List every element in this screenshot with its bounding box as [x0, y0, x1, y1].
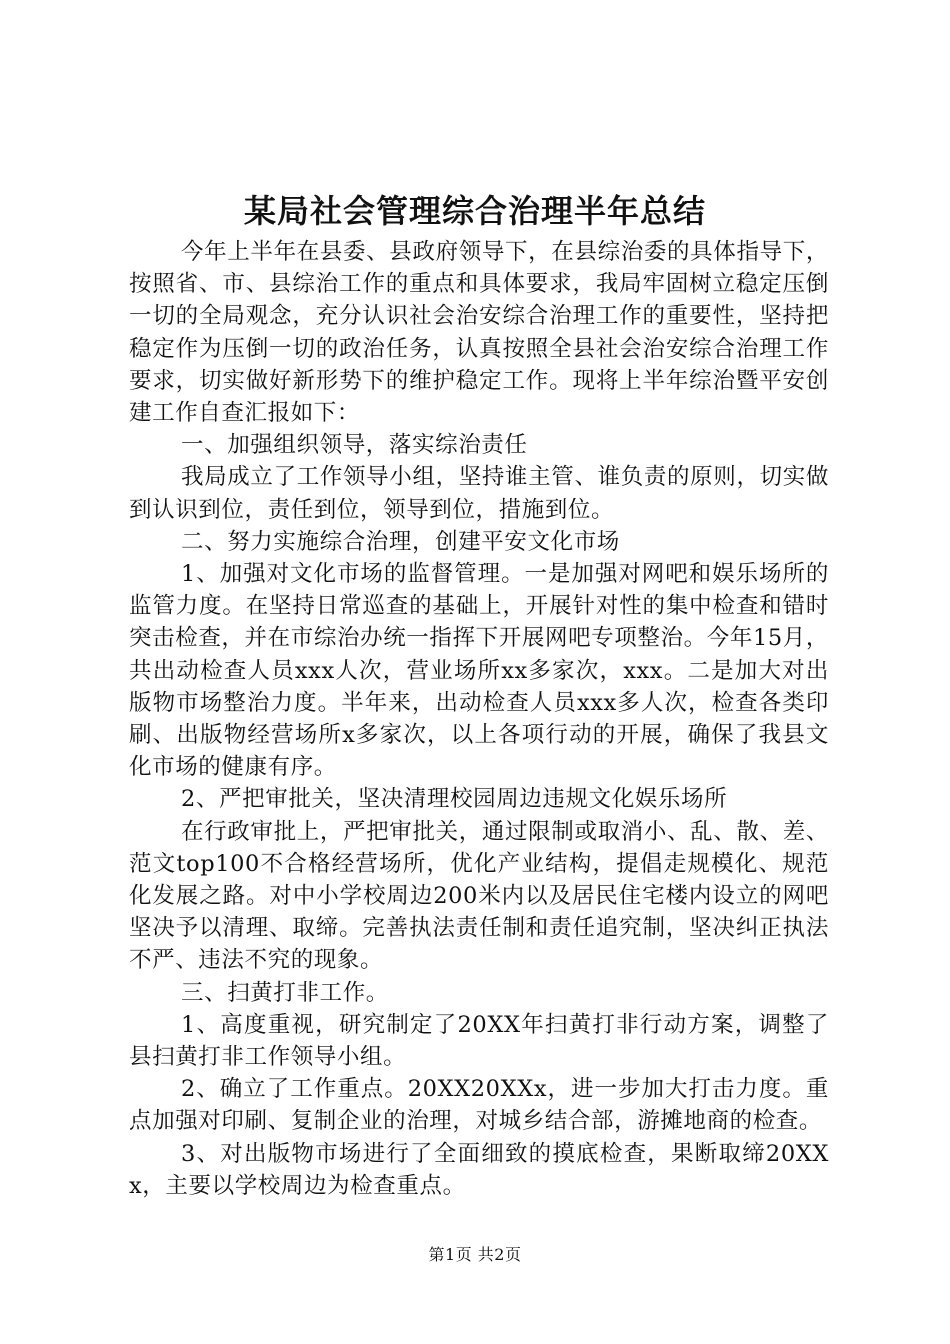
paragraph-item-3-2: 2、确立了工作重点。20XX20XXx，进一步加大打击力度。重点加强对印刷、复制企业的治理，对城乡结合部，游摊地商的检查。	[129, 1076, 829, 1135]
page-number: 第1页 共2页	[428, 1245, 522, 1264]
section-heading-3: 三、扫黄打非工作。	[181, 979, 389, 1006]
paragraph-item-3-1: 1、高度重视，研究制定了20XX年扫黄打非行动方案，调整了县扫黄打非工作领导小组。	[129, 1011, 829, 1071]
paragraph-item-3-3: 3、对出版物市场进行了全面细致的摸底检查，果断取缔20XXx，主要以学校周边为检查重点。	[129, 1140, 829, 1199]
paragraph-item-2-1: 1、加强对文化市场的监督管理。一是加强对网吧和娱乐场所的监管力度。在坚持日常巡查的基础上，开展针对性的集中检查和错时突击检查，并在市综治办统一指挥下开展网吧专项整治。今年15月，共出动检查人员xxx人次，营业场所xx多家次，xxx。二是加大对出版物市场整治力度。半年来，出动检查人员xxx多人次，检查各类印刷、出版物经营场所x多家次，以上各项行动的开展，确保了我县文化市场的健康有序。	[129, 561, 829, 781]
section-heading-2: 二、努力实施综合治理，创建平安文化市场	[181, 528, 620, 555]
paragraph-section-1: 我局成立了工作领导小组，坚持谁主管、谁负责的原则，切实做到认识到位，责任到位，领导到位，措施到位。	[129, 464, 829, 523]
paragraph-item-2-2: 在行政审批上，严把审批关，通过限制或取消小、乱、散、差、范文top100不合格经营场所，优化产业结构，提倡走规模化、规范化发展之路。对中小学校周边200米内以及居民住宅楼内设立的网吧坚决予以清理、取缔。完善执法责任制和责任追究制，坚决纠正执法不严、违法不究的现象。	[129, 818, 829, 974]
document-title: 某局社会管理综合治理半年总结	[243, 192, 706, 230]
paragraph-intro: 今年上半年在县委、县政府领导下，在县综治委的具体指导下，按照省、市、县综治工作的重点和具体要求，我局牢固树立稳定压倒一切的全局观念，充分认识社会治安综合治理工作的重要性，坚持把稳定作为压倒一切的政治任务，认真按照全县社会治安综合治理工作要求，切实做好新形势下的维护稳定工作。现将上半年综治暨平安创建工作自查汇报如下：	[129, 239, 829, 427]
subheading-2-2: 2、严把审批关，坚决清理校园周边违规文化娱乐场所	[181, 786, 728, 813]
section-heading-1: 一、加强组织领导，落实综治责任	[181, 432, 528, 459]
document-body	[129, 236, 829, 1202]
